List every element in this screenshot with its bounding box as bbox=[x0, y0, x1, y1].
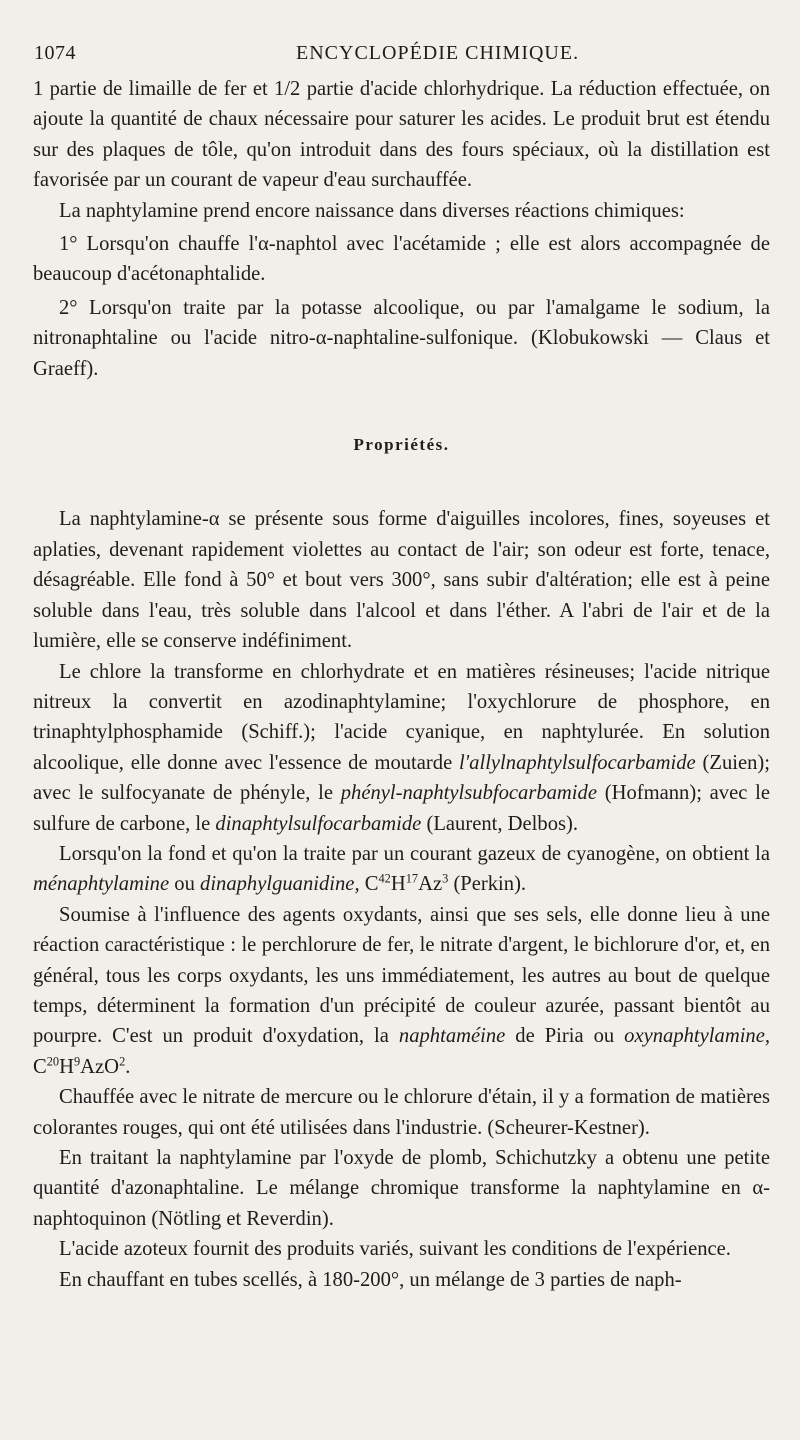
text-run: (Perkin). bbox=[448, 873, 527, 896]
formula-text: C bbox=[33, 1055, 47, 1078]
paragraph: En traitant la naphtylamine par l'oxyde de plomb, Schichutzky a obtenu une petite quantité d'azonaphtaline. Le mélange chromique transforme la naphtylamine en α-naphtoquinon (Nötling et Reverdin). bbox=[33, 1147, 770, 1230]
paragraph bbox=[33, 839, 770, 900]
formula-text: Az bbox=[418, 873, 443, 896]
paragraph: 1° Lorsqu'on chauffe l'α-naphtol avec l'acétamide ; elle est alors accompagnée de beaucoup d'acétonaphtalide. bbox=[33, 233, 770, 286]
text-run: . bbox=[125, 1055, 131, 1078]
compound-name: dinaphtylsulfocarbamide bbox=[215, 812, 422, 835]
compound-name: phényl-naphtylsubfocarbamide bbox=[340, 782, 597, 805]
formula-subscript: 3 bbox=[442, 871, 449, 886]
text-run: (Hofmann); avec le sulfure de carbone, le bbox=[33, 782, 770, 835]
formula-subscript: 20 bbox=[46, 1054, 60, 1069]
running-title: ENCYCLOPÉDIE CHIMIQUE. bbox=[296, 42, 580, 64]
paragraph: En chauffant en tubes scellés, à 180-200°, un mélange de 3 parties de naph- bbox=[59, 1268, 682, 1291]
compound-name: dinaphylguanidine, bbox=[200, 873, 360, 896]
text-run: Lorsqu'on la fond et qu'on la traite par un courant gazeux de cyanogène, on obtient la bbox=[59, 842, 770, 865]
paragraph: L'acide azoteux fournit des produits variés, suivant les conditions de l'expérience. bbox=[59, 1238, 731, 1261]
compound-name: naphtaméine bbox=[398, 1025, 506, 1048]
text-run: de Piria ou bbox=[505, 1025, 625, 1048]
page-body bbox=[33, 74, 770, 1295]
page-number: 1074 bbox=[34, 42, 76, 64]
paragraph bbox=[33, 900, 770, 1082]
formula-text: AzO bbox=[80, 1055, 120, 1078]
paragraph: Chauffée avec le nitrate de mercure ou le chlorure d'étain, il y a formation de matières colorantes rouges, qui ont été utilisées dans l'industrie. (Scheurer-Kestner). bbox=[33, 1086, 770, 1139]
text-run: (Zuien); avec le sulfocyanate de phényle, le bbox=[33, 751, 770, 805]
formula-subscript: 9 bbox=[73, 1054, 81, 1069]
compound-name: ménaphtylamine bbox=[33, 873, 170, 896]
text-run: Soumise à l'influence des agents oxydants, ainsi que ses sels, elle donne lieu à une réaction caractéristique : le perchlorure de fer, le nitrate d'argent, le bichlorure d'or, et, en général, tous les corps oxydants, les uns immédiatement, les autres au bout de quelque temps, déterminent la formation d'un précipité de couleur azurée, passant bientôt au pourpre. C'est un produit d'oxydation, la bbox=[33, 903, 770, 1048]
formula-subscript: 42 bbox=[378, 871, 391, 886]
text-run: Le chlore la transforme en chlorhydrate et en matières résineuses; l'acide nitrique nitreux la convertit en azodinaphtylamine; l'oxychlorure de phosphore, en trinaphtylphosphamide (Schiff.); l'acide cyanique, en naphtylurée. En solution alcoolique, elle donne avec l'essence de moutarde bbox=[33, 660, 770, 774]
text-run: (Laurent, Delbos). bbox=[421, 812, 579, 835]
paragraph bbox=[33, 657, 770, 839]
paragraph: La naphtylamine-α se présente sous forme d'aiguilles incolores, fines, soyeuses et aplaties, devenant rapidement violettes au contact de l'air; son odeur est forte, tenace, désagréable. Elle fond à 50° et bout vers 300°, sans subir d'altération; elle est à peine soluble dans l'eau, très soluble dans l'alcool et dans l'éther. A l'abri de l'air et de la lumière, elle se conserve indéfiniment. bbox=[33, 508, 770, 653]
formula-subscript: 2 bbox=[119, 1054, 126, 1069]
formula-text: H bbox=[390, 873, 406, 896]
compound-name: oxynaphtylamine, bbox=[624, 1025, 770, 1048]
paragraph: 1 partie de limaille de fer et 1/2 partie d'acide chlorhydrique. La réduction effectuée, on ajoute la quantité de chaux nécessaire pour saturer les acides. Le produit brut est étendu sur des plaques de tôle, qu'on introduit dans des fours spéciaux, où la distillation est favorisée par un courant de vapeur d'eau surchauffée. bbox=[33, 78, 770, 192]
formula-subscript: 17 bbox=[405, 871, 419, 886]
formula-text: C bbox=[359, 873, 379, 896]
paragraph: La naphtylamine prend encore naissance dans diverses réactions chimiques: bbox=[59, 199, 685, 222]
section-heading: Propriétés. bbox=[353, 435, 450, 455]
page-header bbox=[34, 42, 760, 68]
paragraph: 2° Lorsqu'on traite par la potasse alcoolique, ou par l'amalgame le sodium, la nitronaphtaline ou l'acide nitro-α-naphtaline-sulfonique. (Klobukowski — Claus et Graeff). bbox=[33, 296, 770, 380]
text-run: ou bbox=[169, 873, 201, 896]
formula-text: H bbox=[59, 1055, 74, 1078]
compound-name: l'allylnaphtylsulfocarbamide bbox=[459, 751, 696, 774]
